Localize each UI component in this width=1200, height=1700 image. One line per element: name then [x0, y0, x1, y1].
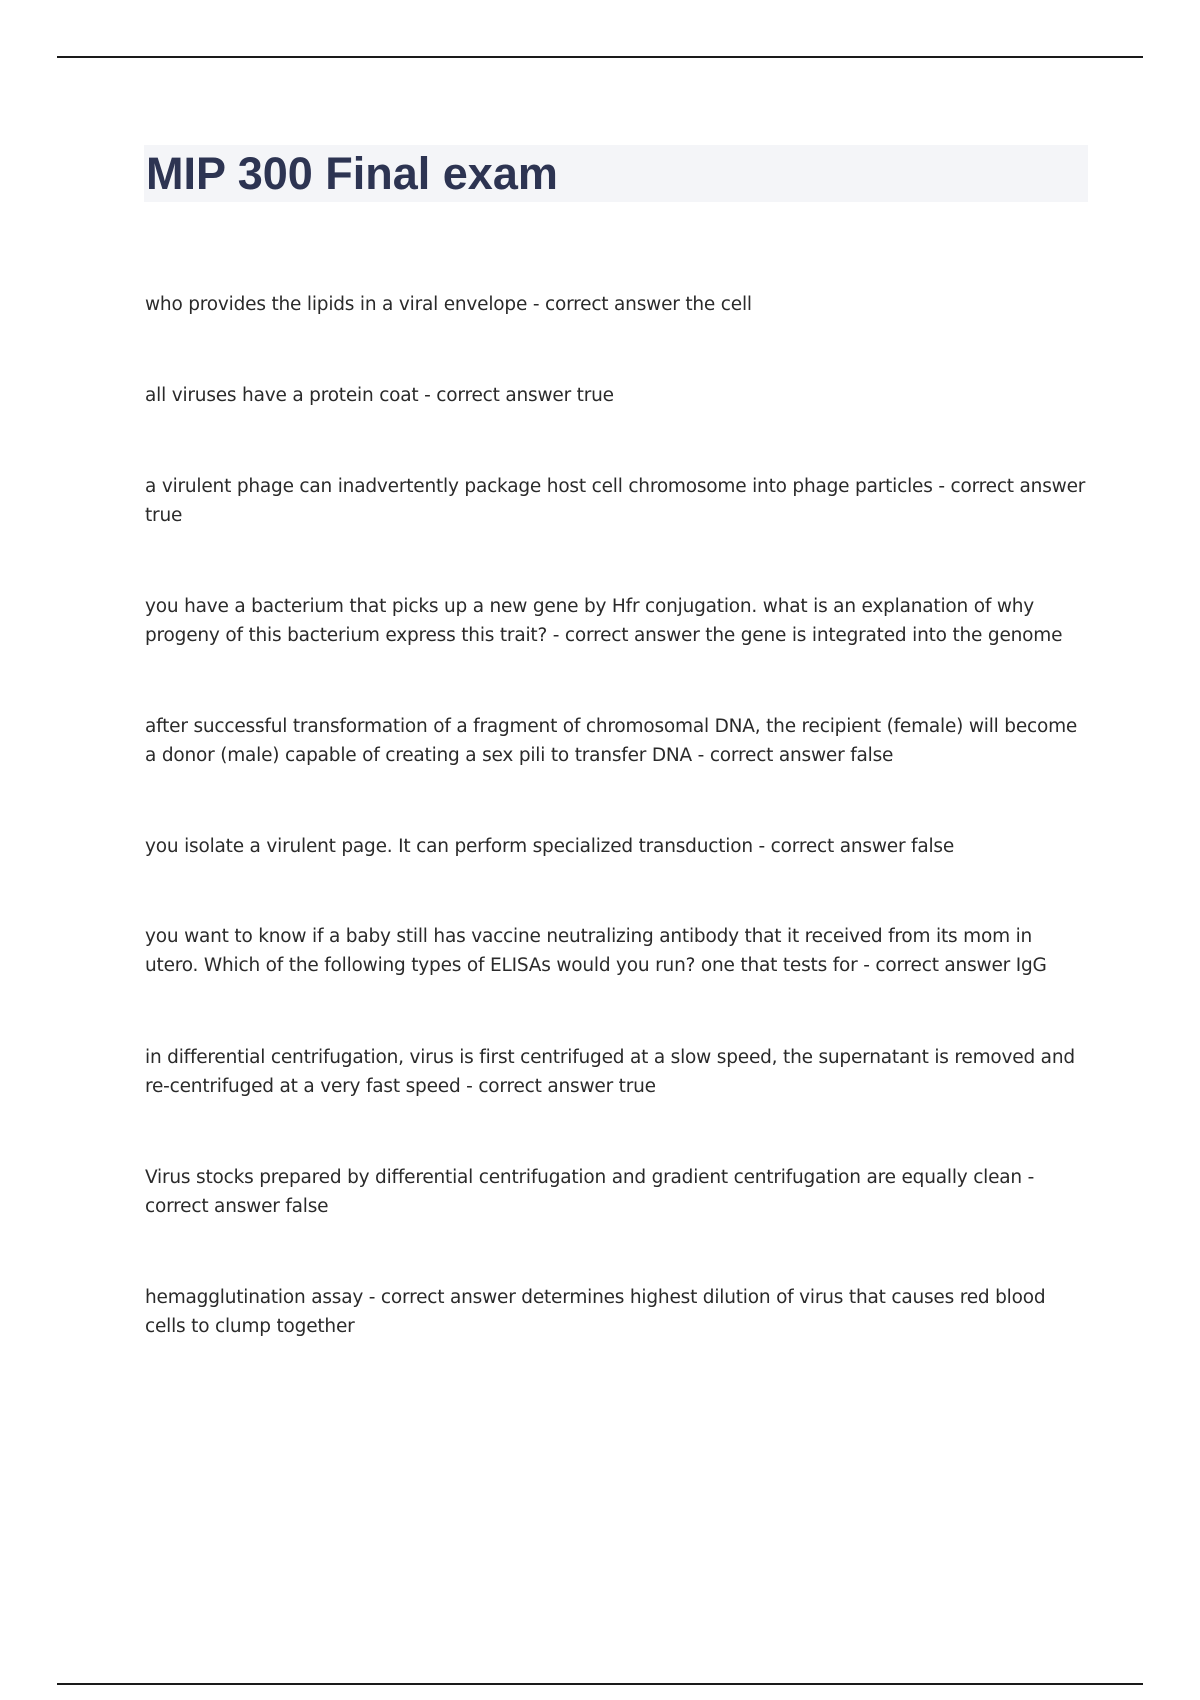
qa-item-10: hemagglutination assay - correct answer determines highest dilution of virus that causes red blood cells to clump together: [145, 1287, 1046, 1337]
qa-item-4: you have a bacterium that picks up a new gene by Hfr conjugation. what is an explanation of why progeny of this bacterium express this trait? - correct answer the gene is integrated into the genome: [145, 596, 1063, 646]
qa-item-9: Virus stocks prepared by differential centrifugation and gradient centrifugation are equally clean - correct answer false: [145, 1167, 1035, 1217]
qa-item-8: in differential centrifugation, virus is first centrifuged at a slow speed, the supernatant is removed and re-centrifuged at a very fast speed - correct answer true: [145, 1047, 1075, 1097]
qa-item-5: after successful transformation of a fragment of chromosomal DNA, the recipient (female) will become a donor (male) capable of creating a sex pili to transfer DNA - correct answer false: [145, 716, 1078, 766]
qa-item-7: you want to know if a baby still has vaccine neutralizing antibody that it received from its mom in utero. Which of the following types of ELISAs would you run? one that tests for - correct answer IgG: [145, 926, 1047, 976]
footer-rule: [57, 1683, 1143, 1685]
qa-item-2: all viruses have a protein coat - correct answer true: [145, 385, 614, 406]
qa-item-1: who provides the lipids in a viral envelope - correct answer the cell: [145, 294, 752, 315]
qa-item-6: you isolate a virulent page. It can perform specialized transduction - correct answer false: [145, 836, 955, 857]
page-title: MIP 300 Final exam: [146, 148, 558, 199]
qa-item-3: a virulent phage can inadvertently package host cell chromosome into phage particles - correct answer true: [145, 476, 1086, 526]
header-rule: [57, 56, 1143, 58]
